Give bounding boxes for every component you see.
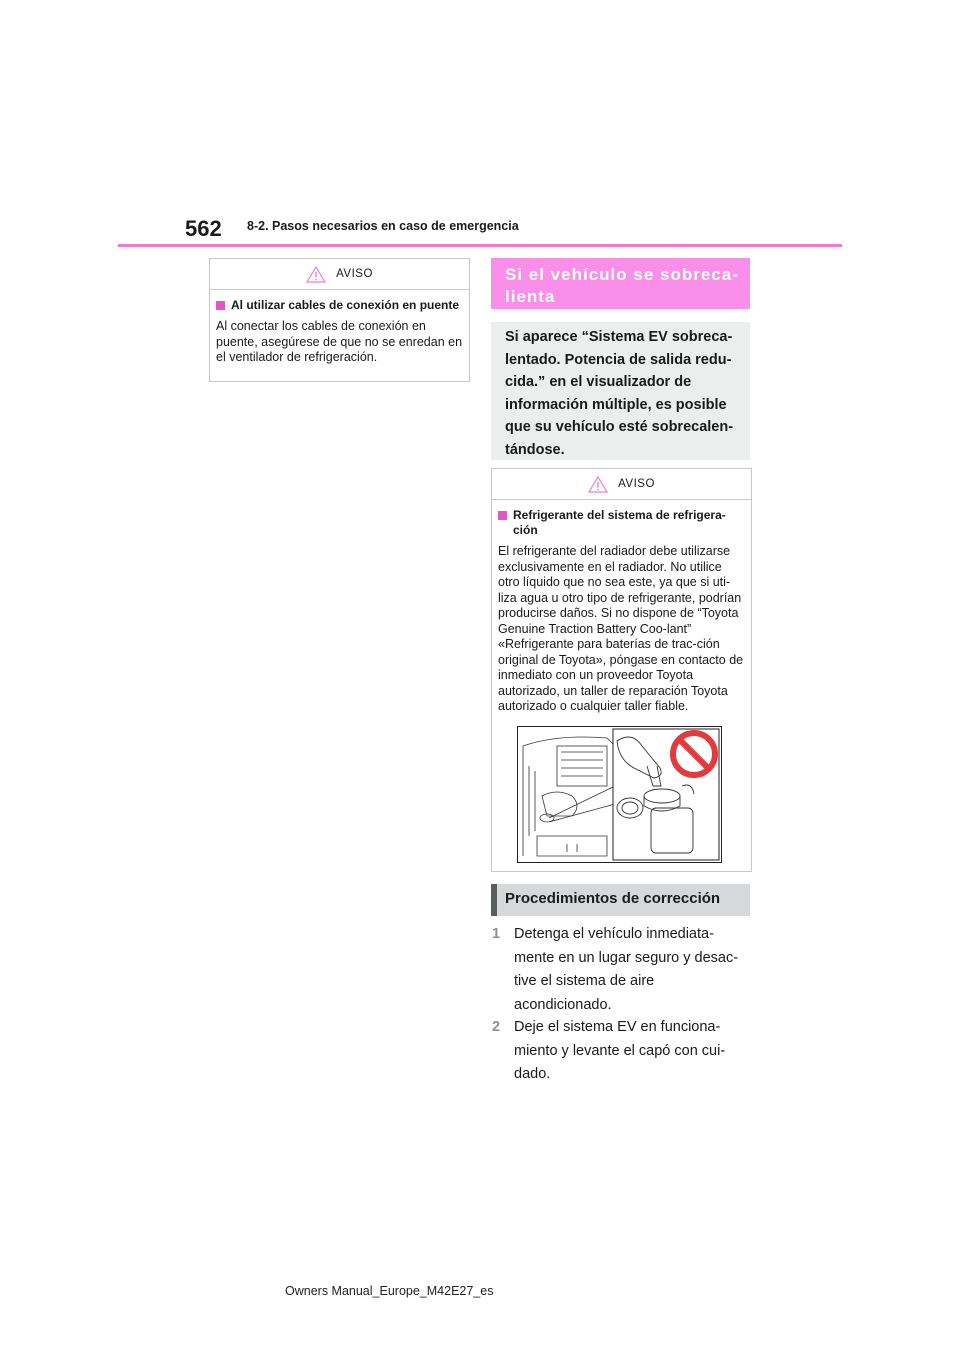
overheat-intro: Si aparece “Sistema EV sobreca-lentado. Potencia de salida redu-cida.” en el visualizador de información múltiple, es posible que su vehículo esté sobrecalen-tándose. bbox=[491, 322, 750, 460]
warning-text: El refrigerante del radiador debe utilizarse exclusivamente en el radiador. No utilice otro líquido que no sea este, ya que si uti-liza agua u otro tipo de refrigerante, podrían producirse daños. Si no dispone de “Toyota Genuine Traction Battery Coo-lant” «Refrigerante para baterías de trac-ción original de Toyota», póngase en contacto de inmediato con un proveedor Toyota autorizado, un taller de reparación Toyota autorizado o cualquier taller fiable. bbox=[498, 544, 744, 713]
step-number: 1 bbox=[492, 926, 501, 942]
step-text: Detenga el vehículo inmediata-mente en un lugar seguro y desac-tive el sistema de aire acondicionado. bbox=[514, 926, 739, 1014]
overheat-section-title: Si el vehículo se sobreca-lienta bbox=[491, 258, 750, 309]
header-rule bbox=[118, 244, 842, 247]
warning-triangle-icon bbox=[306, 266, 326, 283]
step-2 bbox=[492, 1016, 746, 1087]
step-1 bbox=[492, 923, 746, 1018]
warning-title-text: Refrigerante del sistema de refrigera-ción bbox=[513, 508, 726, 537]
step-text: Deje el sistema EV en funciona-miento y levante el capó con cui-dado. bbox=[514, 1019, 726, 1083]
section-heading: 8-2. Pasos necesarios en caso de emergencia bbox=[247, 219, 519, 233]
warning-title-text: Al utilizar cables de conexión en puente bbox=[231, 298, 460, 312]
procedures-title: Procedimientos de corrección bbox=[491, 884, 750, 916]
step-number: 2 bbox=[492, 1019, 501, 1035]
warning-label: AVISO bbox=[618, 478, 655, 490]
warning-text: Al conectar los cables de conexión en puente, asegúrese de que no se enredan en el ventilador de refrigeración. bbox=[216, 319, 463, 364]
coolant-prohibition-illustration bbox=[517, 726, 722, 863]
warning-title bbox=[216, 298, 463, 313]
footer-manual-id: Owners Manual_Europe_M42E27_es bbox=[285, 1284, 494, 1298]
bullet-square-icon bbox=[216, 301, 225, 310]
warning-label: AVISO bbox=[336, 268, 373, 280]
warning-header bbox=[210, 259, 469, 290]
warning-triangle-icon bbox=[588, 476, 608, 493]
warning-header bbox=[492, 469, 751, 500]
page-number: 562 bbox=[185, 216, 222, 241]
left-warning-box bbox=[209, 258, 470, 382]
warning-title bbox=[498, 508, 745, 538]
bullet-square-icon bbox=[498, 511, 507, 520]
